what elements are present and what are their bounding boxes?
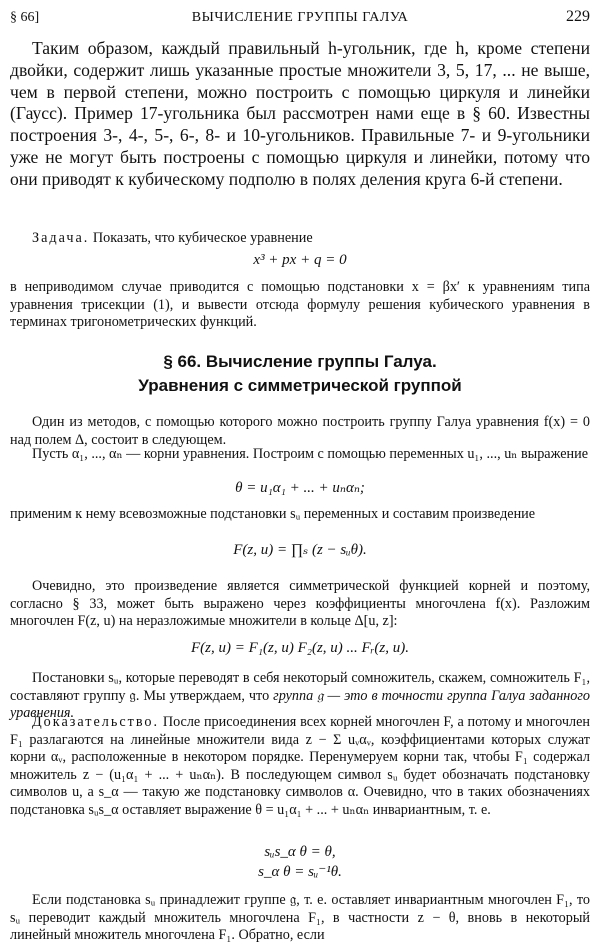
intro-paragraph: Таким образом, каждый правильный h-угольник, где h, кроме степени двойки, содержит лишь указанные простые множители 3, 5, 17, ... не выше, чем в первой степени, можно построить с помощью циркуля и линейки (Гаусс). Пример 17-угольника был рассмотрен нами еще в § 60. Известны построения 3-, 4-, 5-, 6-, 8- и 10-угольников. Правильные 7- и 9-угольники уже не могут быть построены с помощью циркуля и линейки, потому что они приводят к кубическому подполю в полях деления круга 6-й степени. xyxy=(10,38,590,189)
factorization-equation: F(z, u) = F₁(z, u) F₂(z, u) ... Fᵣ(z, u). xyxy=(191,640,409,656)
section-ref: § 66] xyxy=(10,10,40,25)
body-paragraph-7: Если подстановка sᵤ принадлежит группе 𝔤, т. е. оставляет инвариантным многочлен F₁, то sᵤ переводит каждый множитель многочлена F₁, в частности z − θ, вновь в некоторый линейный множитель многочлена F₁. Обратно, если xyxy=(10,892,590,944)
galois-claim: группа 𝔤 — это в точности группа Галуа заданного уравнения. xyxy=(10,687,590,722)
invariance-equation-1: sᵤs_α θ = θ, xyxy=(264,844,336,860)
section-title-line1: § 66. Вычисление группы Галуа. xyxy=(163,352,437,371)
body-paragraph-1: Один из методов, с помощью которого можно построить группу Галуа уравнения f(x) = 0 над полем Δ, состоит в следующем. xyxy=(10,414,590,448)
theta-equation: θ = u₁α₁ + ... + uₙαₙ; xyxy=(235,480,365,496)
section-title-line2: Уравнения с симметрической группой xyxy=(138,376,462,395)
body-paragraph-2: Пусть α₁, ..., αₙ — корни уравнения. Построим с помощью переменных u₁, ..., uₙ выражение xyxy=(32,446,588,462)
body-paragraph-4: Очевидно, это произведение является симметрической функцией корней и поэтому, согласно § 33, может быть выражено через коэффициенты многочлена f(x). Разложим многочлен F(z, u) на неразложимые множители в кольце Δ[u, z]: xyxy=(10,578,590,630)
proof-paragraph xyxy=(10,714,590,820)
task-equation: x³ + px + q = 0 xyxy=(253,252,347,268)
body-paragraph-3: применим к нему всевозможные подстановки sᵤ переменных и составим произведение xyxy=(10,506,536,522)
invariance-equation-2: s_α θ = sᵤ⁻¹θ. xyxy=(258,864,342,880)
proof-text: После присоединения всех корней многочлен F, а потому и многочлен F₁ разлагаются на линейные множители вида z − Σ uᵥαᵥ, коэффициентами которых служат корни αᵥ, расположенные в некотором порядке. Перенумеруем корни так, чтобы F₁ содержал множитель z − (u₁α₁ + ... + uₙαₙ). В последующем символ sᵤ будет обозначать подстановку символов u, а s_α — такую же подстановку символов α. Очевидно, что в таких обозначениях подстановка sᵤs_α оставляет выражение θ = u₁α₁ + ... + uₙαₙ инвариантным, т. е. xyxy=(10,714,591,818)
page-number: 229 xyxy=(566,8,590,25)
proof-label: Доказательство. xyxy=(32,714,160,730)
product-equation: F(z, u) = ∏ₛ (z − sᵤθ). xyxy=(233,542,367,558)
section-title xyxy=(10,350,590,398)
task-text: Показать, что кубическое уравнение xyxy=(92,230,313,246)
running-header xyxy=(10,8,590,30)
task-continuation: в неприводимом случае приводится с помощью подстановки x = βx′ к уравнениям типа уравнения трисекции (1), и вывести отсюда формулу решения кубического уравнения в терминах тригонометрических функций. xyxy=(10,279,590,331)
running-title: ВЫЧИСЛЕНИЕ ГРУППЫ ГАЛУА xyxy=(191,10,409,25)
task-paragraph xyxy=(10,230,590,248)
group-statement: Постановки sᵤ, которые переводят в себя некоторый сомножитель, скажем, сомножитель F₁, составляют группу 𝔤. Мы утверждаем, что xyxy=(10,670,590,704)
task-label: Задача. xyxy=(32,230,90,246)
